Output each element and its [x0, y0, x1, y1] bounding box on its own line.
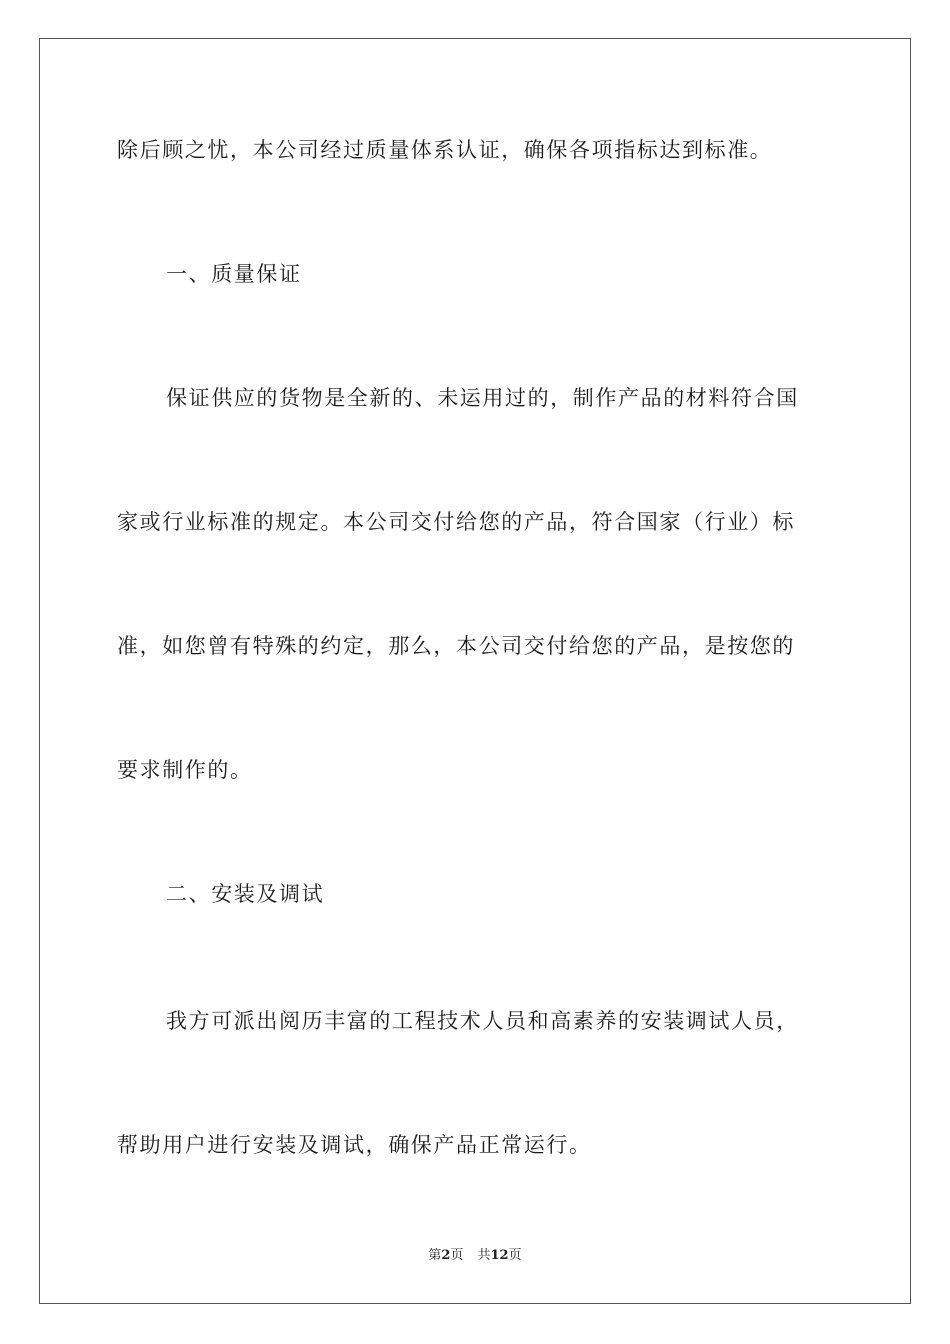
- paragraph-line: 帮助用户进行安装及调试，确保产品正常运行。: [117, 1133, 592, 1157]
- total-pages: 12: [490, 1248, 509, 1263]
- paragraph-line: 我方可派出阅历丰富的工程技术人员和高素养的安装调试人员，: [166, 1009, 799, 1033]
- paragraph-line: 家或行业标准的规定。本公司交付给您的产品，符合国家（行业）标: [117, 510, 795, 534]
- page-prefix: 第: [428, 1248, 442, 1263]
- paragraph-line: 要求制作的。: [117, 758, 253, 782]
- paragraph-line: 除后顾之忧，本公司经过质量体系认证，确保各项指标达到标准。: [117, 138, 773, 162]
- total-suffix: 页: [508, 1248, 522, 1263]
- page-frame: [39, 38, 911, 1304]
- section-heading-installation: 二、安装及调试: [166, 882, 325, 906]
- paragraph-line: 保证供应的货物是全新的、未运用过的，制作产品的材料符合国: [166, 386, 799, 410]
- page-suffix: 页: [450, 1248, 464, 1263]
- page-footer: [0, 1247, 950, 1265]
- paragraph-line: 准，如您曾有特殊的约定，那么，本公司交付给您的产品，是按您的: [117, 634, 795, 658]
- section-heading-quality: 一、质量保证: [166, 262, 302, 286]
- page-number: 2: [441, 1248, 451, 1263]
- total-prefix: 共: [477, 1248, 491, 1263]
